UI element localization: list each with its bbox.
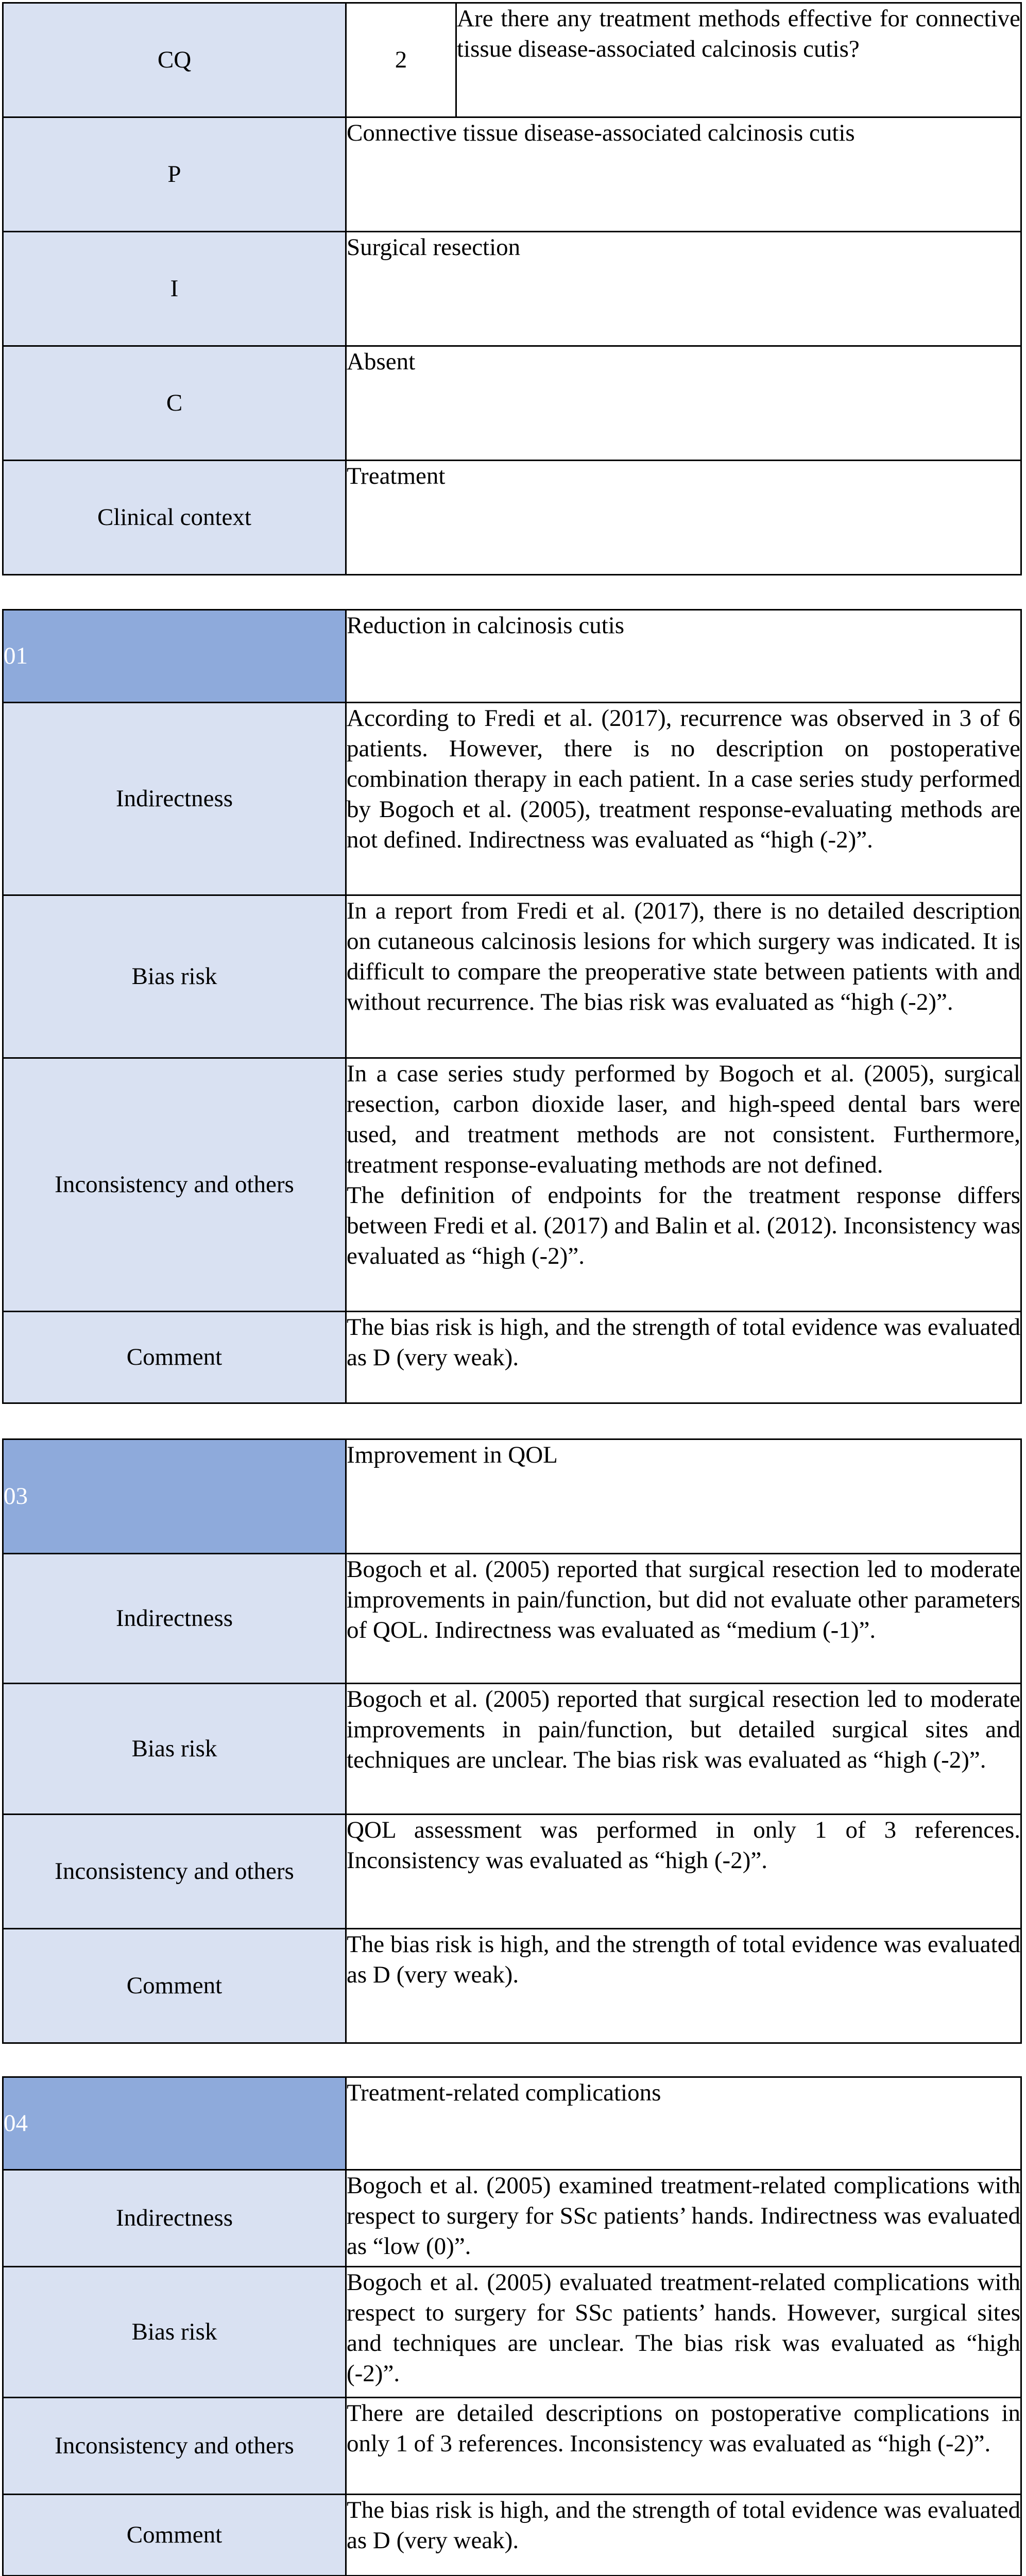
inconsistency-text: QOL assessment was performed in only 1 of 3 references. Inconsistency was evaluated as “high (-2)”. — [346, 1815, 1021, 1929]
comment-label: Comment — [3, 2495, 346, 2576]
indirectness-row — [3, 1554, 1021, 1684]
inconsistency-row — [3, 1058, 1021, 1312]
pico-row-i — [3, 232, 1021, 346]
cq-number: 2 — [346, 3, 456, 117]
pico-value-clinical-context: Treatment — [346, 461, 1021, 575]
comment-text: The bias risk is high, and the strength of total evidence was evaluated as D (very weak). — [346, 2495, 1021, 2576]
comment-label: Comment — [3, 1312, 346, 1403]
bias-risk-text: In a report from Fredi et al. (2017), there is no detailed description on cutaneous calcinosis lesions for which surgery was indicated. It is difficult to compare the preoperative state between patients with and without recurrence. The bias risk was evaluated as “high (-2)”. — [346, 895, 1021, 1058]
outcome-header-row — [3, 1439, 1021, 1554]
bias-risk-row — [3, 895, 1021, 1058]
bias-risk-label: Bias risk — [3, 2267, 346, 2398]
bias-risk-label: Bias risk — [3, 1684, 346, 1815]
inconsistency-label: Inconsistency and others — [3, 1058, 346, 1312]
bias-risk-row — [3, 2267, 1021, 2398]
cq-question: Are there any treatment methods effective for connective tissue disease-associated calcinosis cutis? — [456, 3, 1021, 117]
bias-risk-row — [3, 1684, 1021, 1815]
inconsistency-row — [3, 2398, 1021, 2495]
cq-table — [2, 2, 1022, 575]
pico-row-clinical-context — [3, 461, 1021, 575]
pico-row-p — [3, 117, 1021, 232]
indirectness-label: Indirectness — [3, 2170, 346, 2267]
pico-label-i: I — [3, 232, 346, 346]
indirectness-label: Indirectness — [3, 1554, 346, 1684]
pico-value-p: Connective tissue disease-associated calcinosis cutis — [346, 117, 1021, 232]
inconsistency-paragraph-1: In a case series study performed by Bogoch et al. (2005), surgical resection, carbon dioxide laser, and high-speed dental bars were used, and treatment methods are not consistent. Furthermore, treatment response-evaluating methods are not defined. — [347, 1060, 1020, 1178]
comment-label: Comment — [3, 1929, 346, 2043]
pico-value-c: Absent — [346, 346, 1021, 461]
indirectness-text: Bogoch et al. (2005) reported that surgical resection led to moderate improvements in pain/function, but did not evaluate other parameters of QOL. Indirectness was evaluated as “medium (-1)”. — [346, 1554, 1021, 1684]
inconsistency-label: Inconsistency and others — [3, 2398, 346, 2495]
inconsistency-paragraph-2: The definition of endpoints for the treatment response differs between Fredi et al. (2017) and Balin et al. (2012). Inconsistency was evaluated as “high (-2)”. — [347, 1182, 1020, 1269]
comment-row — [3, 1929, 1021, 2043]
comment-text: The bias risk is high, and the strength of total evidence was evaluated as D (very weak). — [346, 1929, 1021, 2043]
inconsistency-label: Inconsistency and others — [3, 1815, 346, 1929]
bias-risk-text: Bogoch et al. (2005) reported that surgical resection led to moderate improvements in pain/function, but detailed surgical sites and techniques are unclear. The bias risk was evaluated as “high (-2)”. — [346, 1684, 1021, 1815]
bias-risk-label: Bias risk — [3, 895, 346, 1058]
comment-row — [3, 2495, 1021, 2576]
indirectness-row — [3, 2170, 1021, 2267]
outcome-title: Treatment-related complications — [346, 2077, 1021, 2170]
outcome-number: 01 — [3, 610, 346, 703]
inconsistency-row — [3, 1815, 1021, 1929]
outcome-table-04 — [2, 2076, 1022, 2576]
outcome-title: Reduction in calcinosis cutis — [346, 610, 1021, 703]
indirectness-text: According to Fredi et al. (2017), recurrence was observed in 3 of 6 patients. However, there is no description on postoperative combination therapy in each patient. In a case series study performed by Bogoch et al. (2005), treatment response-evaluating methods are not defined. Indirectness was evaluated as “high (-2)”. — [346, 703, 1021, 895]
cq-label: CQ — [3, 3, 346, 117]
pico-label-c: C — [3, 346, 346, 461]
bias-risk-text: Bogoch et al. (2005) evaluated treatment-related complications with respect to surgery for SSc patients’ hands. However, surgical sites and techniques are unclear. The bias risk was evaluated as “high (-2)”. — [346, 2267, 1021, 2398]
outcome-table-01 — [2, 609, 1022, 1404]
pico-row-c — [3, 346, 1021, 461]
outcome-table-03 — [2, 1438, 1022, 2044]
outcome-number: 03 — [3, 1439, 346, 1554]
pico-label-clinical-context: Clinical context — [3, 461, 346, 575]
outcome-number: 04 — [3, 2077, 346, 2170]
pico-label-p: P — [3, 117, 346, 232]
comment-text: The bias risk is high, and the strength of total evidence was evaluated as D (very weak). — [346, 1312, 1021, 1403]
cq-row — [3, 3, 1021, 117]
indirectness-label: Indirectness — [3, 703, 346, 895]
inconsistency-text: There are detailed descriptions on postoperative complications in only 1 of 3 references. Inconsistency was evaluated as “high (-2)”. — [346, 2398, 1021, 2495]
outcome-header-row — [3, 2077, 1021, 2170]
outcome-header-row — [3, 610, 1021, 703]
outcome-title: Improvement in QOL — [346, 1439, 1021, 1554]
comment-row — [3, 1312, 1021, 1403]
pico-value-i: Surgical resection — [346, 232, 1021, 346]
indirectness-row — [3, 703, 1021, 895]
inconsistency-text — [346, 1058, 1021, 1312]
indirectness-text: Bogoch et al. (2005) examined treatment-related complications with respect to surgery for SSc patients’ hands. Indirectness was evaluated as “low (0)”. — [346, 2170, 1021, 2267]
